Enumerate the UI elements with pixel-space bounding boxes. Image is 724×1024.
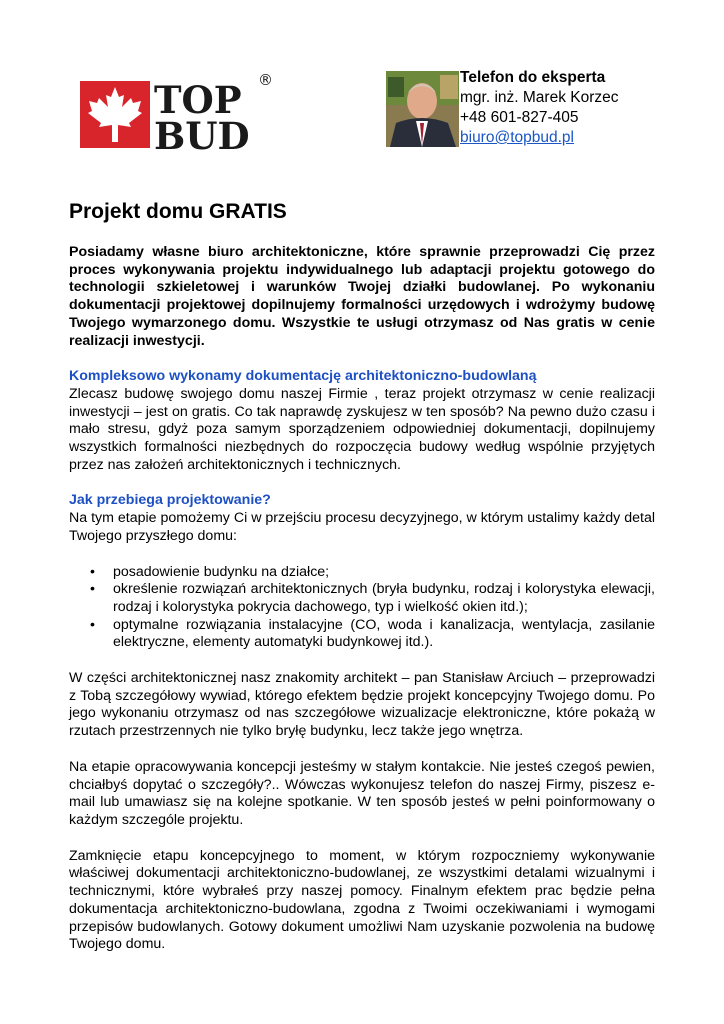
intro-paragraph: Posiadamy własne biuro architektoniczne, które sprawnie przeprowadzi Cię przez proces wykonywania projektu indywidualnego lub adaptacji projektu gotowego do technologii szkieletowej i warunków Twojej działki budowlanej. Po wykonaniu dokumentacji projektowej dopilnujemy formalności urzędowych i wdrożymy budowę Twojego wymarzonego domu. Wszystkie te usługi otrzymasz od Nas gratis w cenie realizacji inwestycji. xyxy=(69,244,655,349)
bullet-icon: • xyxy=(90,563,95,580)
bullet-icon: • xyxy=(90,581,95,598)
expert-name: mgr. inż. Marek Korzec xyxy=(460,89,619,106)
bullet-icon: • xyxy=(90,616,95,633)
expert-email-link[interactable]: biuro@topbud.pl xyxy=(460,129,574,146)
expert-phone[interactable]: +48 601-827-405 xyxy=(460,109,579,126)
list-item: • określenie rozwiązań architektonicznych (bryła budynku, rodzaj i kolorystyka elewacji, rodzaj i kolorystyka pokrycia dachowego, typ i wielkość okien itd.); xyxy=(90,581,655,615)
list-item: • posadowienie budynku na działce; xyxy=(90,563,330,580)
expert-photo xyxy=(386,71,459,147)
logo-text-bud: BUD xyxy=(154,114,250,150)
section-paragraph-documentation: Zlecasz budowę swojego domu naszej Firmie , teraz projekt otrzymasz w cenie realizacji inwestycji – jest on gratis. Co tak naprawdę zyskujesz w ten sposób? Na pewno dużo czasu i mało stresu, gdyż poza samym sporządzeniem odpowiedniej dokumentacji, dopilnujemy wszystkich formalności niezbędnych do rozpoczęcia budowy według wspólnie przyjętych przez nas założeń architektonicznych i technicznych. xyxy=(69,385,655,473)
topbud-logo xyxy=(80,70,280,150)
document-body xyxy=(69,244,655,954)
contact-title: Telefon do eksperta xyxy=(460,69,606,86)
section-heading-design-process: Jak przebiega projektowanie? xyxy=(69,492,271,509)
page-title: Projekt domu GRATIS xyxy=(69,200,287,223)
expert-contact-block xyxy=(460,68,619,148)
logo-text-top: TOP xyxy=(154,78,242,122)
paragraph-architect: W części architektonicznej nasz znakomity architekt – pan Stanisław Arciuch – przeprowadzi z Tobą szczegółowy wywiad, którego efektem będzie projekt koncepcyjny Twojego domu. Po jego wykonaniu otrzymasz od nas szczegółowe wizualizacje elektroniczne, które pokażą w rzutach przestrzennych nie tylko bryłę budynku, lecz także jego wnętrza. xyxy=(69,670,655,740)
paragraph-contact: Na etapie opracowywania koncepcji jesteśmy w stałym kontakcie. Nie jesteś czegoś pewien, chciałbyś dopytać o szczegóły?.. Wówczas wykonujesz telefon do naszej Firmy, piszesz e-mail lub umawiasz się na kolejne spotkanie. W ten sposób jesteś w pełni poinformowany o każdym szczególe projektu. xyxy=(69,758,655,828)
design-steps-list xyxy=(69,564,655,653)
list-item: • optymalne rozwiązania instalacyjne (CO, woda i kanalizacja, wentylacja, zasilanie elektryczne, elementy automatyki budynkowej itd.). xyxy=(90,616,655,651)
paragraph-final-documentation: Zamknięcie etapu koncepcyjnego to moment, w którym rozpoczniemy wykonywanie właściwej dokumentacji architektoniczno-budowlanej, ze wszystkimi detalami wizualnymi i technicznymi, które wybrałeś przy naszej pomocy. Finalnym efektem prac będzie pełna dokumentacja architektoniczno-budowlana, zgodna z Twoimi oczekiwaniami i wymogami przepisów budowlanych. Gotowy dokument umożliwi Nam uzyskanie pozwolenia na budowę Twojego domu. xyxy=(69,847,655,953)
section-paragraph-design-intro: Na tym etapie pomożemy Ci w przejściu procesu decyzyjnego, w którym ustalimy każdy detal Twojego przyszłego domu: xyxy=(69,510,655,544)
registered-mark: ® xyxy=(258,71,273,89)
section-heading-documentation: Kompleksowo wykonamy dokumentację architektoniczno-budowlaną xyxy=(69,368,537,385)
